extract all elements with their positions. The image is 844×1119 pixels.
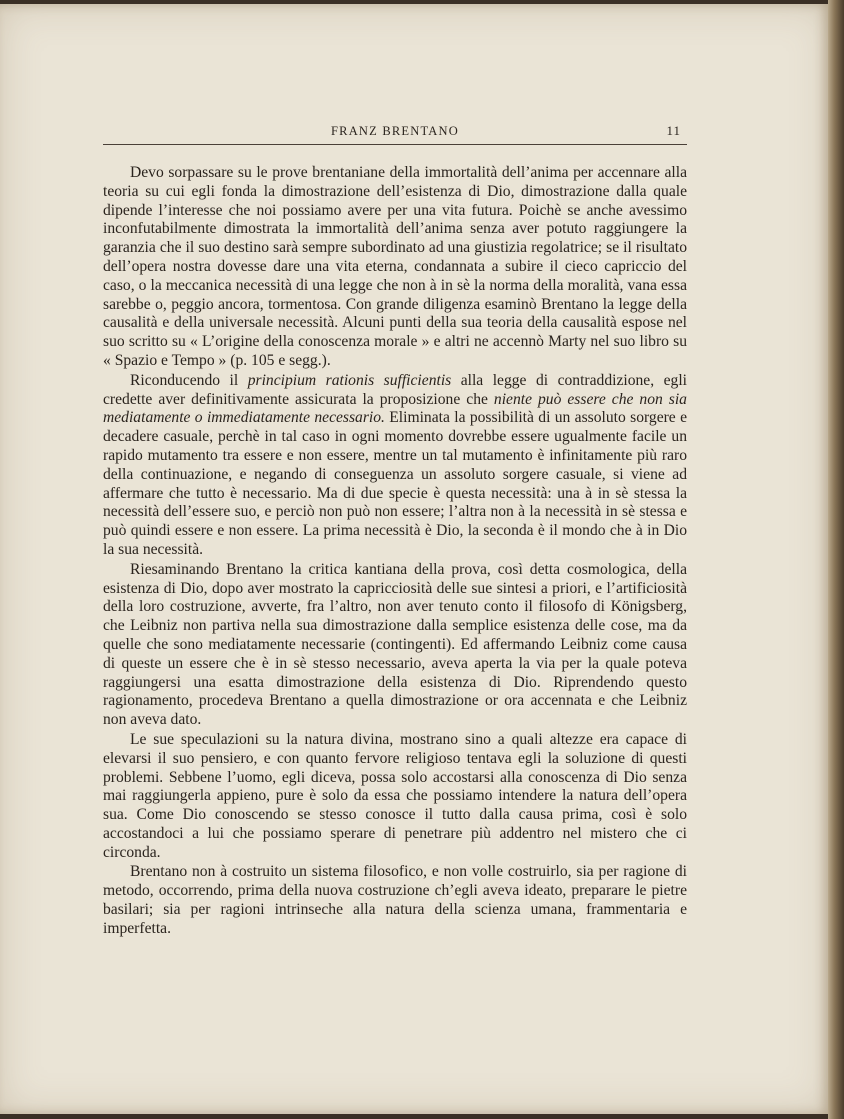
text-run: Le sue speculazioni su la natura divina, mostrano sino a quali altezze era capace di elevarsi il suo pensiero, e con quanto fervore religioso tentava egli la soluzione di questi problemi. Sebbene l’uomo, egli diceva, possa solo accostarsi alla conoscenza di Dio senza mai raggiungerla appieno, pure è solo da essa che possiamo intendere la natura dell’opera sua. Come Dio conoscendo se stesso conosce il tutto dalla causa prima, così è solo accostandoci a lui che possiamo sperare di penetrare più addentro nel mistero che ci circonda. [103,730,687,861]
paragraph [103,561,687,730]
text-run: Brentano non à costruito un sistema filosofico, e non volle costruirlo, sia per ragione di metodo, occorrendo, prima della nuova costruzione ch’egli aveva ideato, preparare le pietre basilari; sia per ragioni intrinseche alla natura della scienza umana, frammentaria e imperfetta. [103,863,687,937]
page-number: 11 [666,123,681,138]
page-edge [828,0,844,1119]
text-run: Riconducendo il [130,371,248,389]
paragraph [103,372,687,560]
italic-phrase: niente può essere che non sia mediatamente o immediatamente necessario. [103,390,687,427]
page-header [103,122,687,145]
text-run: Eliminata la possibilità di un assoluto sorgere e decadere casuale, perchè in tal caso in ogni momento dovrebbe essere ugualmente facile un rapido mutamento tra essere e non essere, mentre un tal mutamento è infinitamente più raro della continuazione, e negando di conseguenza un assoluto sorgere casuale, si viene ad affermare che tutto è necessario. Ma di due specie è questa necessità: una à in sè stessa la necessità dell’essere suo, e perciò non può non essere; l’altra non à la necessità in sè stessa e può quindi essere e non essere. La prima necessità è Dio, la seconda è il mondo che à in Dio la sua necessità. [103,409,687,558]
text-run: alla legge di contraddizione, egli credette aver definitivamente assicurata la proposizione che [103,371,687,408]
paragraph [103,863,687,938]
text-run: Riesaminando Brentano la critica kantiana della prova, così detta cosmologica, della esistenza di Dio, dopo aver mostrato la capricciosità delle sue sintesi a priori, e l’artificiosità della loro costruzione, avverte, fra l’altro, non aver tenuto conto il filosofo di Königsberg, che Leibniz non partiva nella sua dimostrazione dalla semplice esistenza delle cose, ma da quelle che sono mediatamente necessarie (contingenti). Ed affermando Leibniz come causa di queste un essere che è in sè stesso necessario, aveva aperta la via per la quale poteva raggiungersi una esatta dimostrazione della esistenza di Dio. Riprendendo questo ragionamento, procedeva Brentano a quella dimostrazione or ora accennata e che Leibniz non aveva dato. [103,560,687,729]
italic-phrase: principium rationis sufficientis [247,371,452,389]
book-page [0,4,830,1114]
paragraph [103,164,687,371]
running-title: FRANZ BRENTANO [331,124,459,138]
text-run: Devo sorpassare su le prove brentaniane della immortalità dell’anima per accennare alla teoria su cui egli fonda la dimostrazione dell’esistenza di Dio, dimostrazione dalla quale dipende l’interesse che noi possiamo avere per una vita futura. Poichè se anche avessimo inconfutabilmente dimostrata la immortalità dell’anima senza aver potuto raggiungere la garanzia che il suo destino sarà sempre subordinato ad una giustizia regolatrice; se il risultato dell’opera nostra dovesse dare una vita eterna, condannata a subire il cieco capriccio del caso, o la meccanica necessità di una legge che non à in sè la norma della moralità, vana essa sarebbe o, peggio ancora, tormentosa. Con grande diligenza esaminò Brentano la legge della causalità e della universale necessità. Alcuni punti della sua teoria della causalità espose nel suo scritto su « L’origine della conoscenza morale » e altri ne accennò Marty nel suo libro su « Spazio e Tempo » (p. 105 e segg.). [103,164,687,369]
paragraph [103,731,687,863]
body-text [103,164,687,939]
